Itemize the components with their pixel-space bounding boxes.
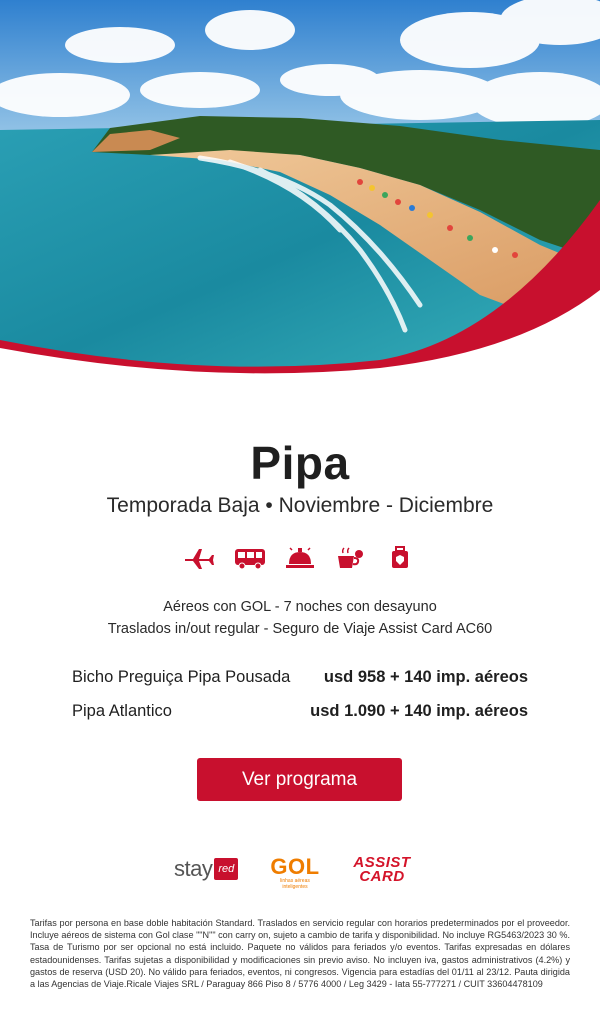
assist-logo-word: ASSIST	[353, 854, 411, 871]
service-bell-icon	[283, 544, 317, 572]
bus-icon	[233, 544, 267, 572]
breakfast-icon	[333, 544, 367, 572]
hotel-name: Pipa Atlantico	[72, 701, 172, 720]
gol-logo-word: GOL	[270, 854, 320, 879]
red-logo-word: red	[214, 858, 238, 880]
hotel-name: Bicho Preguiça Pipa Pousada	[72, 667, 291, 686]
stayred-logo	[174, 856, 238, 882]
card-logo-word: CARD	[359, 868, 405, 885]
price-row	[72, 662, 528, 692]
hotel-price: usd 958 + 140 imp. aéreos	[323, 667, 528, 686]
luggage-insurance-icon	[383, 544, 417, 572]
price-list	[72, 662, 528, 730]
airplane-icon	[183, 544, 217, 572]
beach-aerial-illustration	[0, 0, 600, 380]
price-row	[72, 696, 528, 726]
description-line-1: Aéreos con GOL - 7 noches con desayuno	[163, 599, 437, 615]
legal-disclaimer: Tarifas por persona en base doble habitación Standard. Traslados en servicio regular con horarios predeterminados por el proveedor. Incluye aéreos de sistema con Gol clase ""N"" con carry on, sujeto a cambio de tarifa y disponibilidad. No incluye RG5463/2023 30 %. Tasa de Turismo por ser opcional no está incluido. Paquete no válidos para feriados y/o eventos. Tarifas expresadas en dólares estadounidenses. Tarifas sujetas a disponibilidad y modificaciones sin previo aviso. No incluyen iva, gastos administrativos (4.2%) y gastos de reserva (USD 20). No válido para feriados, eventos, ni congresos. Vigencia para estadías del 01/11 al 23/12. Pauta dirigida a las Agencias de Viaje.Ricale Viajes SRL / Paraguay 866 Piso 8 / 5776 4000 / Leg 3429 - Iata 55-777271 / CUIT 33604478109	[30, 918, 570, 990]
gol-logo-tagline: linhas aéreas inteligentes	[280, 878, 310, 890]
stay-logo-word: stay	[174, 856, 213, 881]
service-icons	[0, 544, 600, 572]
gol-logo	[268, 854, 322, 890]
description-line-2: Traslados in/out regular - Seguro de Viaje Assist Card AC60	[107, 621, 493, 637]
hotel-price: usd 1.090 + 140 imp. aéreos	[310, 701, 528, 720]
ver-programa-button[interactable]: Ver programa	[197, 758, 402, 801]
partner-logos	[0, 850, 600, 896]
season-subtitle: Temporada Baja • Noviembre - Diciembre	[106, 494, 494, 517]
assist-card-logo	[336, 856, 428, 884]
package-description	[0, 596, 600, 640]
page-title: Pipa	[250, 437, 350, 489]
hero-image	[0, 0, 600, 380]
